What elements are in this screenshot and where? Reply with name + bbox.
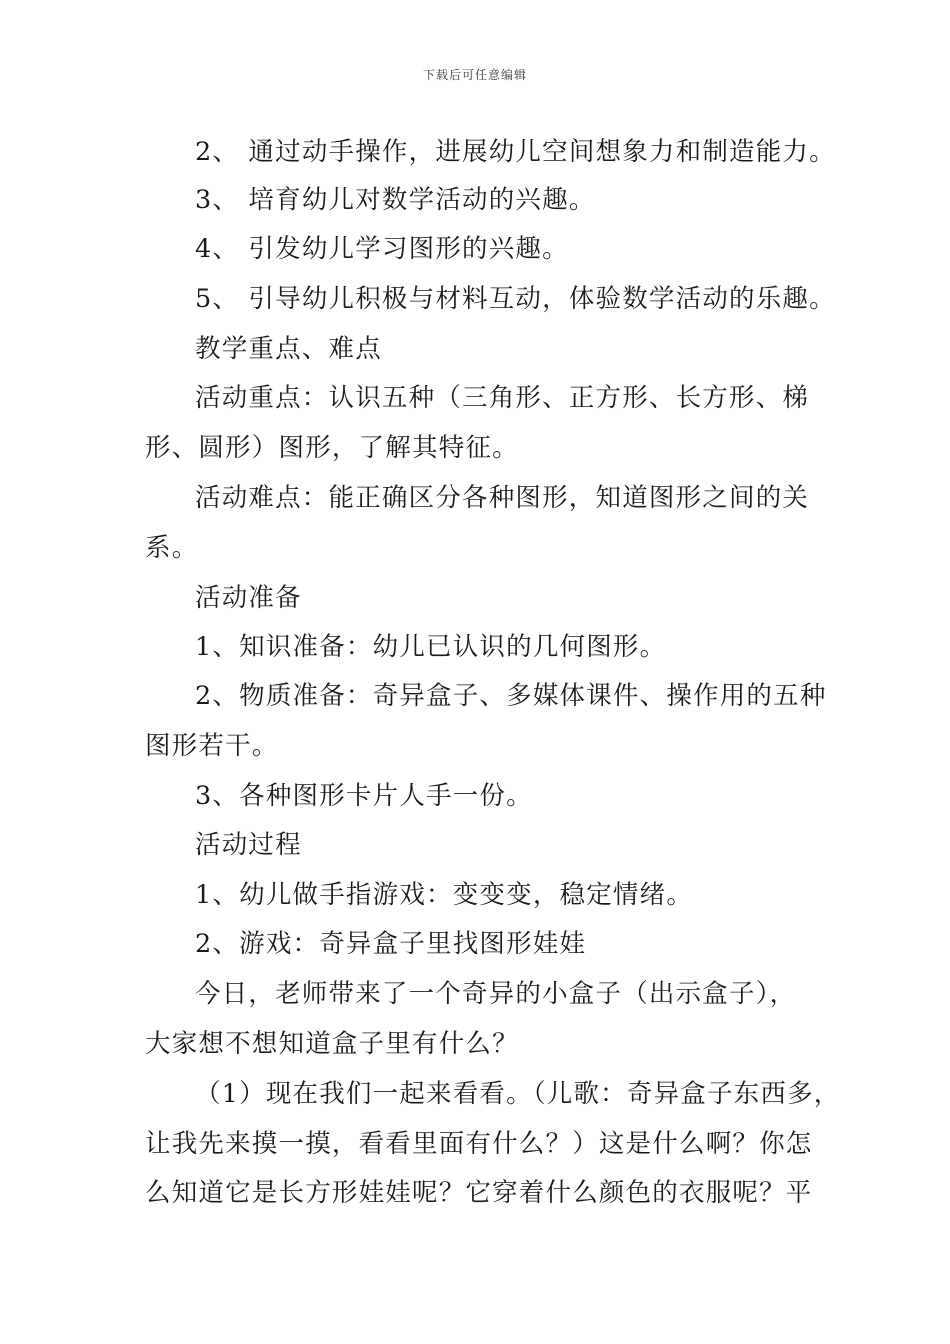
paragraph-line-1: 今日，老师带来了一个奇异的小盒子（出示盒子），	[195, 979, 797, 1009]
preparation-item-3: 3、各种图形卡片人手一份。	[195, 781, 533, 811]
preparation-item-2-line-2: 图形若干。	[145, 731, 279, 761]
preparation-item-2-line-1: 2、物质准备：奇异盒子、多媒体课件、操作用的五种	[195, 681, 827, 711]
section-heading-key-points: 教学重点、难点	[195, 334, 382, 364]
key-point-line-1: 活动重点：认识五种（三角形、正方形、长方形、梯	[195, 383, 810, 413]
section-heading-preparation: 活动准备	[195, 583, 302, 613]
difficulty-line-1: 活动难点：能正确区分各种图形，知道图形之间的关	[195, 483, 810, 513]
process-item-2: 2、游戏：奇异盒子里找图形娃娃	[195, 929, 587, 959]
section-heading-process: 活动过程	[195, 830, 302, 860]
difficulty-line-2: 系。	[145, 533, 199, 563]
goal-item-5: 5、 引导幼儿积极与材料互动，体验数学活动的乐趣。	[195, 284, 836, 314]
paragraph-line-4: 让我先来摸一摸，看看里面有什么？）这是什么啊？你怎	[145, 1129, 813, 1159]
paragraph-line-3: （1）现在我们一起来看看。（儿歌：奇异盒子东西多，	[195, 1079, 841, 1109]
process-item-1: 1、幼儿做手指游戏：变变变，稳定情绪。	[195, 880, 694, 910]
goal-item-4: 4、 引发幼儿学习图形的兴趣。	[195, 234, 569, 264]
paragraph-line-2: 大家想不想知道盒子里有什么？	[145, 1029, 519, 1059]
goal-item-3: 3、 培育幼儿对数学活动的兴趣。	[195, 185, 596, 215]
goal-item-2: 2、 通过动手操作，进展幼儿空间想象力和制造能力。	[195, 137, 836, 167]
paragraph-line-5: 么知道它是长方形娃娃呢？它穿着什么颜色的衣服呢？平	[145, 1178, 813, 1208]
page-header: 下载后可任意编辑	[422, 68, 527, 82]
key-point-line-2: 形、圆形）图形，了解其特征。	[145, 433, 519, 463]
preparation-item-1: 1、知识准备：幼儿已认识的几何图形。	[195, 632, 667, 662]
